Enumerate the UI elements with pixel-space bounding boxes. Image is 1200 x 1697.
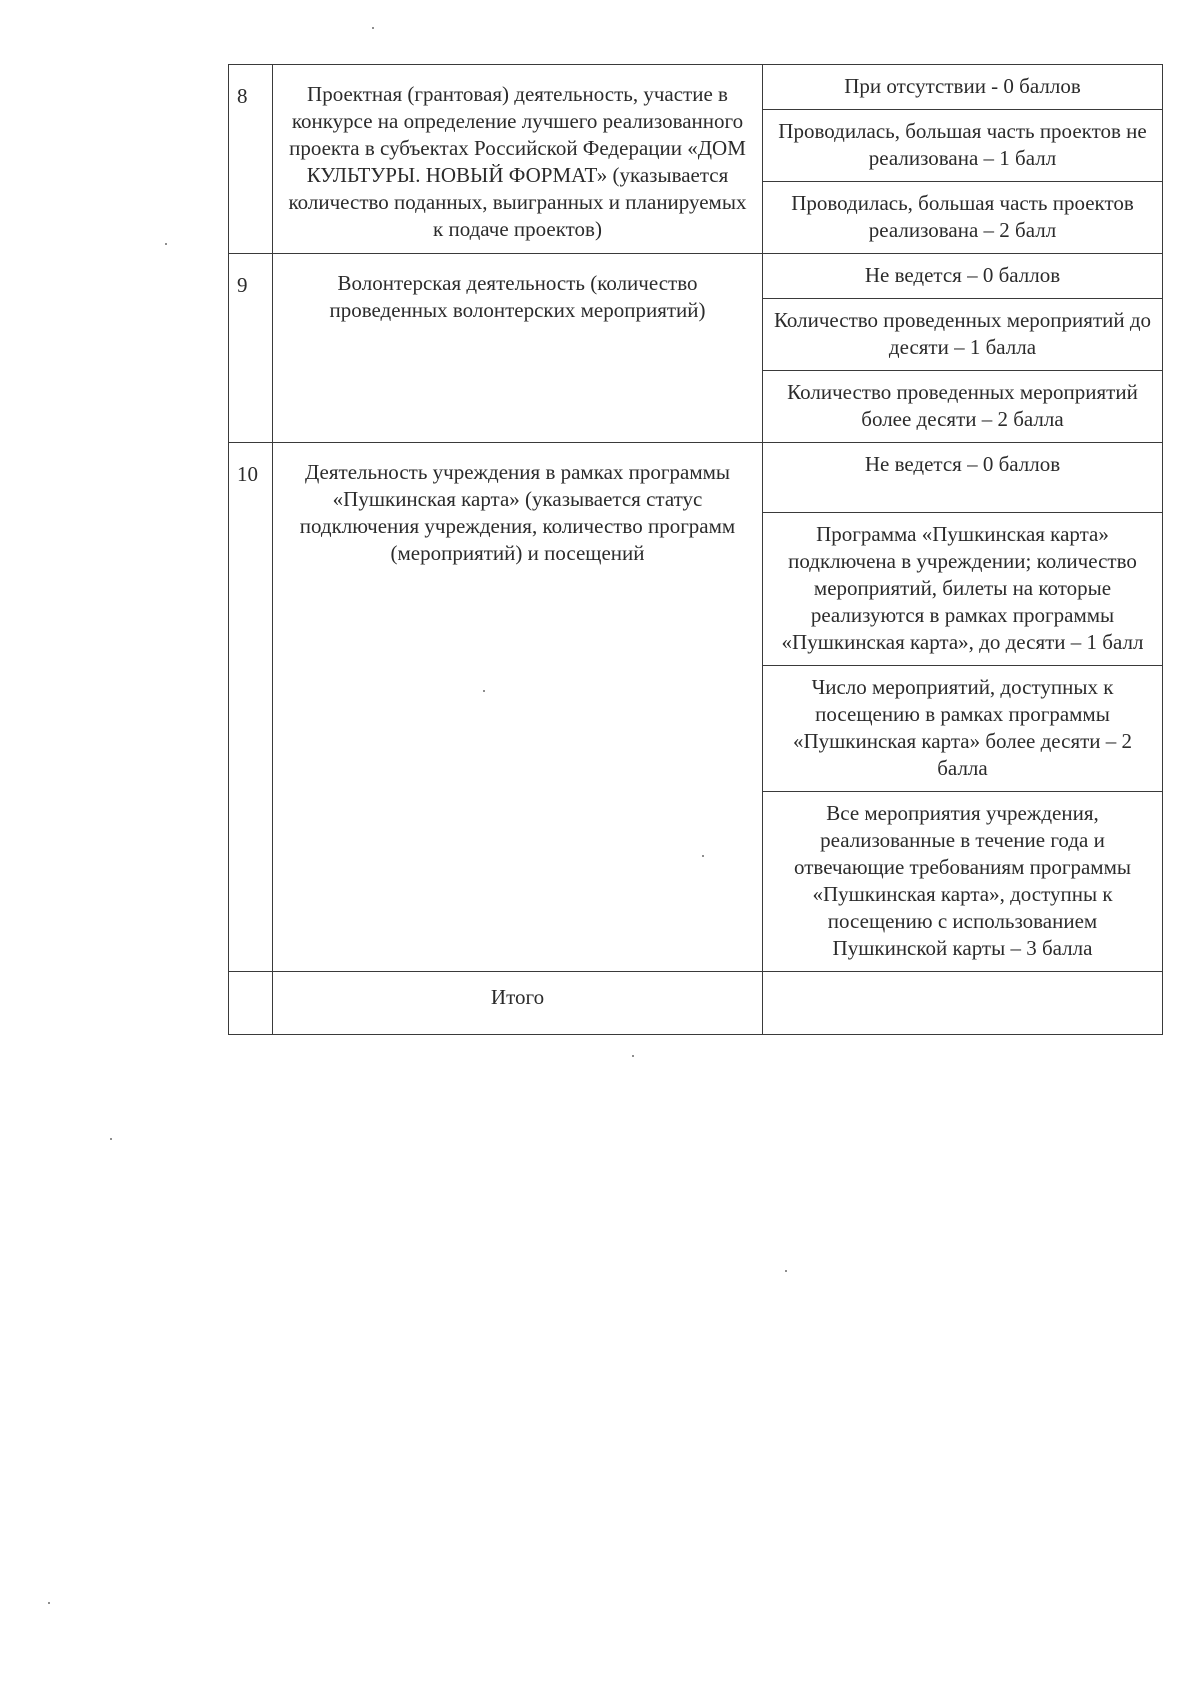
score-option: Все мероприятия учреждения, реализованные в течение года и отвечающие требованиям программы «Пушкинская карта», доступны к посещению с использованием Пушкинской карты – 3 балла bbox=[763, 791, 1162, 971]
score-options bbox=[763, 254, 1163, 443]
score-option: Не ведется – 0 баллов bbox=[864, 452, 1061, 476]
score-option: Проводилась, большая часть проектов реализована – 2 балл bbox=[763, 181, 1162, 253]
table-row bbox=[229, 65, 1163, 254]
score-option: При отсутствии - 0 баллов bbox=[844, 74, 1081, 98]
row-number: 8 bbox=[229, 65, 273, 254]
total-number bbox=[229, 972, 273, 1035]
criterion-description: Деятельность учреждения в рамках программы «Пушкинская карта» (указывается статус подключения учреждения, количество программ (мероприятий) и посещений bbox=[273, 443, 763, 972]
scan-speck bbox=[110, 1138, 112, 1140]
score-option: Число мероприятий, доступных к посещению в рамках программы «Пушкинская карта» более десяти – 2 балла bbox=[763, 665, 1162, 791]
score-option: Программа «Пушкинская карта» подключена в учреждении; количество мероприятий, билеты на которые реализуются в рамках программы «Пушкинская карта», до десяти – 1 балл bbox=[763, 512, 1162, 665]
scan-speck bbox=[785, 1270, 787, 1272]
score-option: Количество проведенных мероприятий до десяти – 1 балла bbox=[763, 298, 1162, 370]
criteria-table bbox=[228, 64, 1163, 1035]
table-row bbox=[229, 443, 1163, 972]
total-row bbox=[229, 972, 1163, 1035]
scan-speck bbox=[632, 1055, 634, 1057]
criterion-description: Волонтерская деятельность (количество проведенных волонтерских мероприятий) bbox=[273, 254, 763, 443]
total-label: Итого bbox=[273, 972, 763, 1035]
score-option: Количество проведенных мероприятий более десяти – 2 балла bbox=[763, 370, 1162, 442]
score-option: Проводилась, большая часть проектов не реализована – 1 балл bbox=[763, 109, 1162, 181]
row-number: 10 bbox=[229, 443, 273, 972]
total-score bbox=[763, 972, 1163, 1035]
row-number: 9 bbox=[229, 254, 273, 443]
score-options bbox=[763, 65, 1163, 254]
score-options bbox=[763, 443, 1163, 972]
criterion-description: Проектная (грантовая) деятельность, участие в конкурсе на определение лучшего реализованного проекта в субъектах Российской Федерации «ДОМ КУЛЬТУРЫ. НОВЫЙ ФОРМАТ» (указывается количество поданных, выигранных и планируемых к подаче проектов) bbox=[273, 65, 763, 254]
scan-speck bbox=[165, 243, 167, 245]
scan-speck bbox=[702, 855, 704, 857]
score-option: Не ведется – 0 баллов bbox=[864, 263, 1061, 287]
table-row bbox=[229, 254, 1163, 443]
scan-speck bbox=[48, 1602, 50, 1604]
scan-speck bbox=[483, 690, 485, 692]
scan-speck bbox=[372, 27, 374, 29]
